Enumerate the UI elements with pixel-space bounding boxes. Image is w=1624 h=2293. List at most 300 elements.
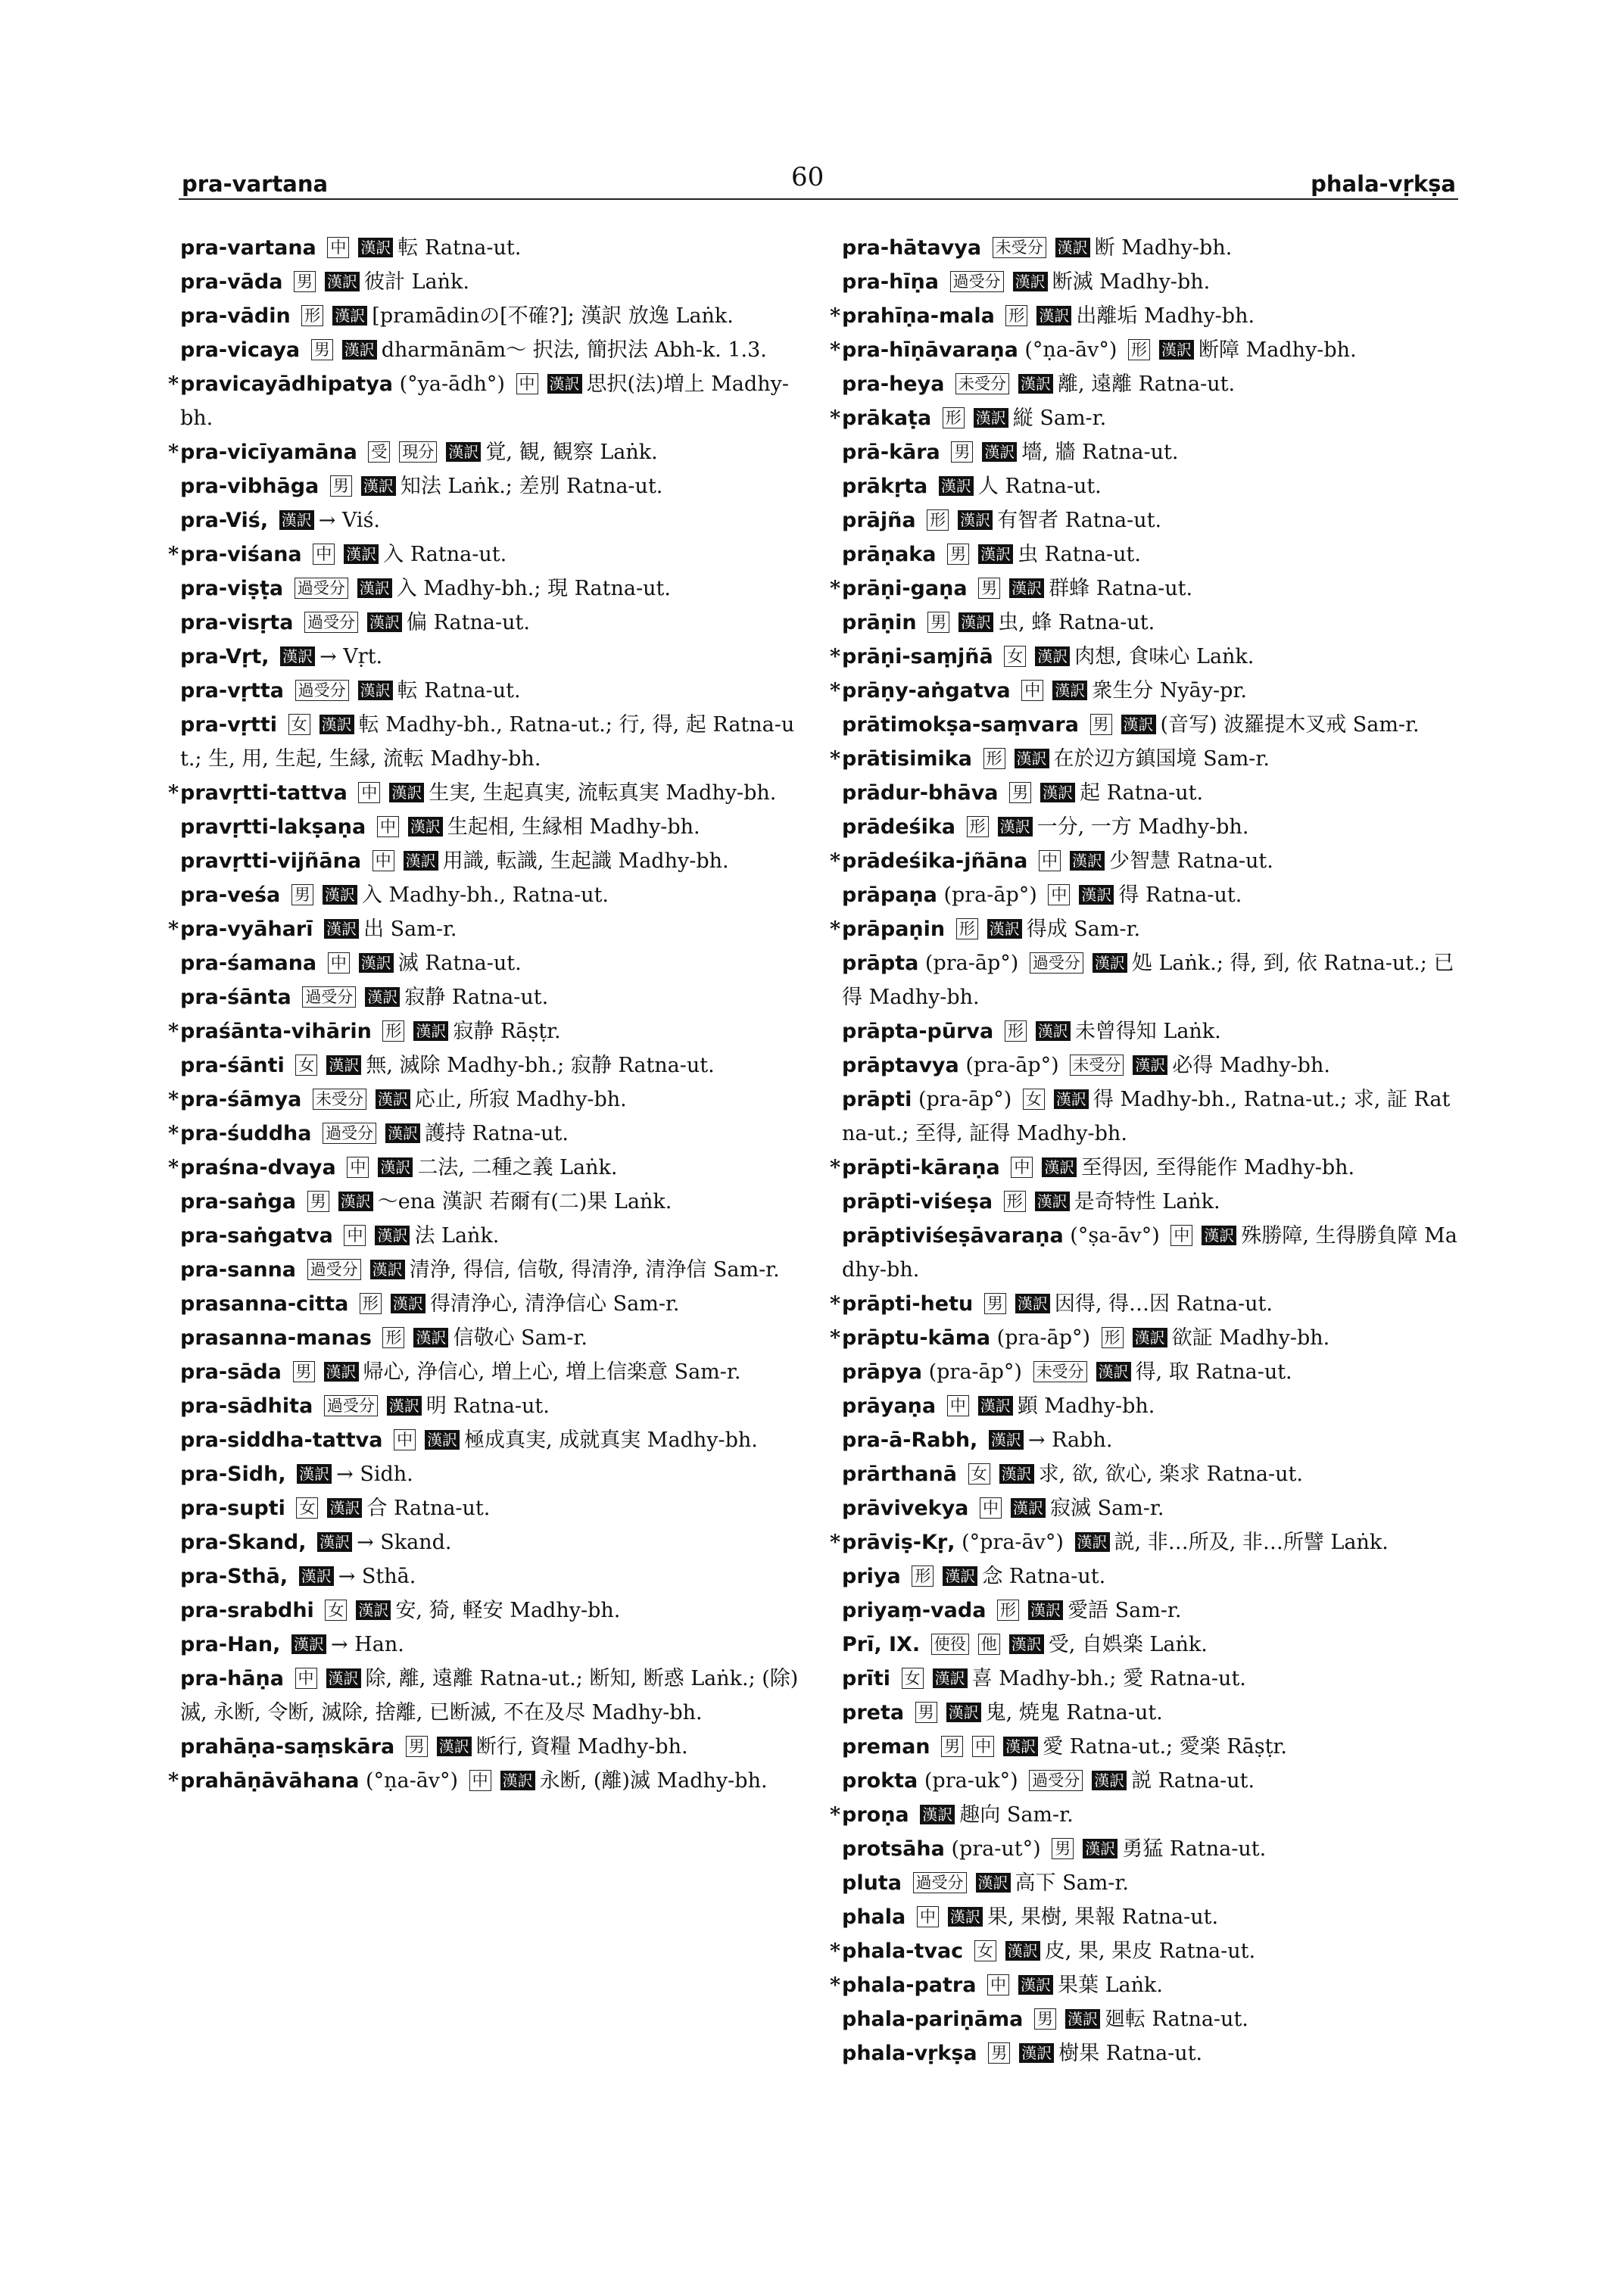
entry-body: 得清浄心, 清浄信心 Sam-r.: [429, 1292, 680, 1316]
entry-body: 愛 Ratna-ut.; 愛楽 Rāṣṭr.: [1043, 1735, 1287, 1759]
translation-tag: 漢訳: [324, 1362, 359, 1382]
headword: prāpti: [842, 1088, 912, 1111]
stem-note: (°pra-āv°): [962, 1531, 1064, 1554]
dictionary-entry: [830, 333, 1463, 367]
entry-body: 果葉 Laṅk.: [1058, 1974, 1163, 1997]
dictionary-entry: [168, 1083, 801, 1117]
grammar-label: 男: [1090, 714, 1112, 735]
headword: prāpaṇa: [842, 883, 937, 907]
headword: pra-vāda: [180, 270, 283, 294]
headword: prasanna-citta: [180, 1292, 349, 1316]
headword: prāpta: [842, 952, 919, 975]
grammar-label: 形: [983, 748, 1005, 769]
dictionary-entry: [842, 367, 1463, 401]
entry-body: 生実, 生起真実, 流転真実 Madhy-bh.: [429, 781, 777, 805]
entry-body: 廻転 Ratna-ut.: [1104, 2008, 1248, 2031]
headword: prādur-bhāva: [842, 781, 999, 805]
grammar-label: 未受分: [1070, 1055, 1124, 1076]
grammar-label: 未受分: [993, 237, 1046, 258]
translation-tag: 漢訳: [391, 1294, 425, 1313]
entry-body: 転 Ratna-ut.: [397, 679, 521, 703]
stem-note: (pra-āp°): [996, 1326, 1091, 1350]
headword: pra-vicīyamāna: [180, 441, 357, 464]
headword: prāyaṇa: [842, 1394, 937, 1418]
headword: phala-vṛkṣa: [842, 2042, 977, 2065]
entry-body: 滅 Ratna-ut.: [397, 952, 522, 975]
grammar-label: 形: [967, 816, 989, 837]
new-entry-marker: *: [168, 781, 179, 805]
entry-body: 入 Madhy-bh., Ratna-ut.: [361, 883, 609, 907]
translation-tag: 漢訳: [320, 715, 354, 734]
stem-note: (°ṣa-āv°): [1070, 1224, 1160, 1248]
translation-tag: 漢訳: [1133, 1328, 1167, 1347]
translation-tag: 漢訳: [998, 817, 1033, 837]
entry-body: 縦 Sam-r.: [1012, 407, 1107, 430]
headword: pra-vyāharī: [180, 918, 313, 941]
entry-body: (音写) 波羅提木叉戒 Sam-r.: [1160, 713, 1420, 737]
dictionary-entry: [180, 1219, 801, 1253]
headword: phala-pariṇāma: [842, 2008, 1024, 2031]
dictionary-entry: [180, 844, 801, 878]
grammar-label: 中: [295, 1668, 317, 1689]
translation-tag: 漢訳: [1036, 1021, 1071, 1041]
entry-body: 入 Ratna-ut.: [383, 543, 507, 566]
dictionary-entry: [830, 299, 1463, 333]
dictionary-entry: [842, 1185, 1463, 1219]
dictionary-entry: [842, 469, 1463, 503]
dictionary-entry: [180, 1321, 801, 1355]
grammar-label: 形: [382, 1020, 404, 1042]
translation-tag: 漢訳: [1015, 1294, 1050, 1313]
dictionary-entry: [842, 1832, 1463, 1866]
headword: pra-sāda: [180, 1360, 282, 1384]
dictionary-entry: [180, 878, 801, 912]
grammar-label: 男: [311, 339, 333, 360]
running-head-left: pra-vartana: [182, 171, 329, 197]
new-entry-marker: *: [830, 1939, 841, 1963]
entry-body: 至得因, 至得能作 Madhy-bh.: [1081, 1156, 1355, 1179]
entry-body: 極成真実, 成就真実 Madhy-bh.: [464, 1428, 758, 1452]
entry-body: 応止, 所寂 Madhy-bh.: [414, 1088, 627, 1111]
translation-tag: 漢訳: [1018, 374, 1053, 394]
entry-body: 鬼, 焼鬼 Ratna-ut.: [985, 1701, 1163, 1724]
dictionary-entry: [842, 231, 1463, 265]
grammar-label: 形: [1102, 1327, 1124, 1348]
translation-tag: 漢訳: [1083, 1839, 1117, 1858]
grammar-label: 男: [291, 884, 313, 905]
entry-body: 是奇特性 Laṅk.: [1074, 1190, 1220, 1213]
dictionary-entry: [830, 401, 1463, 435]
entry-body: 得 Madhy-bh., Ratna-ut.; 求, 証 Ratna-ut.; 至得, 証得 Madhy-bh.: [842, 1088, 1451, 1145]
headword: phala: [842, 1905, 906, 1929]
headword: prāpta-pūrva: [842, 1020, 994, 1043]
entry-body: 起 Ratna-ut.: [1080, 781, 1204, 805]
dictionary-entry: [842, 1389, 1463, 1423]
dictionary-entry: [830, 674, 1463, 708]
translation-tag: 漢訳: [359, 953, 394, 973]
grammar-label: 女: [325, 1600, 347, 1621]
grammar-label: 形: [1005, 1020, 1027, 1042]
grammar-label: 過受分: [307, 1259, 361, 1280]
dictionary-entry: [842, 1355, 1463, 1389]
entry-body: 虫 Ratna-ut.: [1018, 543, 1141, 566]
entry-body: 転 Madhy-bh., Ratna-ut.; 行, 得, 起 Ratna-ut.; 生, 用, 生起, 生縁, 流転 Madhy-bh.: [180, 713, 795, 771]
header-rule: [179, 198, 1458, 200]
headword: preman: [842, 1735, 930, 1759]
translation-tag: 漢訳: [946, 1703, 981, 1722]
dictionary-entry: [830, 844, 1463, 878]
headword: pravṛtti-tattva: [180, 781, 348, 805]
translation-tag: 漢訳: [1042, 1157, 1077, 1177]
headword: pra-heya: [842, 372, 945, 396]
entry-body: 趣向 Sam-r.: [959, 1803, 1074, 1827]
headword: pra-viṣṭa: [180, 577, 284, 600]
translation-tag: 漢訳: [325, 272, 360, 291]
dictionary-entry: [842, 503, 1463, 537]
dictionary-entry: [842, 810, 1463, 844]
translation-tag: 漢訳: [976, 1873, 1011, 1893]
dictionary-entry: [168, 1014, 801, 1048]
dictionary-entry: [842, 1764, 1463, 1798]
translation-tag: 漢訳: [367, 612, 402, 632]
dictionary-entry: [842, 1730, 1463, 1764]
translation-tag: 漢訳: [959, 612, 993, 632]
headword: prātisimika: [842, 747, 972, 771]
entry-body: 墻, 牆 Ratna-ut.: [1021, 441, 1179, 464]
translation-tag: 漢訳: [324, 919, 359, 939]
translation-tag: 漢訳: [326, 1668, 361, 1688]
headword: pra-hīṇa: [842, 270, 939, 294]
entry-body: 断滅 Madhy-bh.: [1052, 270, 1211, 294]
dictionary-entry: [842, 1696, 1463, 1730]
translation-tag: 漢訳: [370, 1260, 405, 1279]
translation-tag: 漢訳: [1018, 1975, 1053, 1995]
stem-note: (°ya-ādh°): [399, 372, 505, 396]
dictionary-entry: [180, 1662, 801, 1730]
entry-body: ～ena 漢訳 若爾有(二)果 Laṅk.: [377, 1190, 672, 1213]
grammar-label: 女: [295, 1055, 317, 1076]
translation-tag: 漢訳: [1093, 953, 1127, 973]
dictionary-entry: [180, 946, 801, 980]
grammar-label: 中: [980, 1497, 1002, 1519]
entry-body: 入 Madhy-bh.; 現 Ratna-ut.: [396, 577, 671, 600]
dictionary-entry: [180, 265, 801, 299]
grammar-label: 過受分: [302, 986, 356, 1008]
dictionary-entry: [180, 1491, 801, 1525]
translation-tag: 漢訳: [365, 987, 400, 1007]
new-entry-marker: *: [830, 1974, 841, 1997]
entry-body: → Viś.: [318, 509, 381, 532]
translation-tag: 漢訳: [1013, 272, 1048, 291]
new-entry-marker: *: [830, 577, 841, 600]
translation-tag: 漢訳: [933, 1668, 968, 1688]
translation-tag: 漢訳: [982, 442, 1017, 462]
headword: pra-vṛtta: [180, 679, 285, 703]
entry-body: 人 Ratna-ut.: [977, 475, 1102, 498]
grammar-label: 未受分: [955, 373, 1009, 394]
translation-tag: 漢訳: [389, 783, 424, 802]
headword: pra-sādhita: [180, 1394, 313, 1418]
headword: pra-hāṇa: [180, 1667, 284, 1690]
translation-tag: 漢訳: [291, 1634, 326, 1654]
translation-tag: 漢訳: [999, 1464, 1034, 1484]
entry-body: → Rabh.: [1027, 1428, 1113, 1452]
headword: prāptu-kāma: [842, 1326, 991, 1350]
translation-tag: 漢訳: [404, 851, 438, 871]
entry-body: 彼計 Laṅk.: [364, 270, 469, 294]
grammar-label: 中: [327, 237, 349, 258]
grammar-label: 過受分: [304, 612, 358, 633]
dictionary-entry: [842, 1457, 1463, 1491]
grammar-label: 男: [927, 612, 949, 633]
entry-body: 高下 Sam-r.: [1015, 1871, 1129, 1895]
entry-body: 愛語 Sam-r.: [1068, 1599, 1182, 1622]
grammar-label: 男: [984, 1293, 1006, 1314]
new-entry-marker: *: [830, 1326, 841, 1350]
translation-tag: 漢訳: [332, 306, 367, 326]
grammar-label: 中: [469, 1770, 491, 1791]
headword: protsāha: [842, 1837, 945, 1861]
translation-tag: 漢訳: [358, 681, 393, 700]
translation-tag: 漢訳: [1054, 1089, 1089, 1109]
translation-tag: 漢訳: [299, 1566, 334, 1586]
new-entry-marker: *: [168, 543, 179, 566]
grammar-label: 男: [941, 1736, 963, 1757]
translation-tag: 漢訳: [978, 1396, 1013, 1416]
headword: pra-supti: [180, 1497, 285, 1520]
grammar-label: 形: [927, 509, 949, 531]
dictionary-entry: [180, 674, 801, 708]
grammar-label: 過受分: [913, 1872, 967, 1893]
grammar-label: 受: [368, 441, 390, 463]
translation-tag: 漢訳: [1079, 885, 1114, 905]
stem-note: (°ṇa-āv°): [366, 1769, 459, 1793]
headword: prahāṇa-saṃskāra: [180, 1735, 395, 1759]
translation-tag: 漢訳: [987, 919, 1022, 939]
dictionary-entry: [842, 1219, 1463, 1287]
new-entry-marker: *: [830, 407, 841, 430]
dictionary-entry: [830, 1525, 1463, 1559]
headword: pravicayādhipatya: [180, 372, 394, 396]
headword: prāpti-kāraṇa: [842, 1156, 1000, 1179]
headword: prātimokṣa-saṃvara: [842, 713, 1079, 737]
dictionary-entry: [842, 1083, 1463, 1151]
translation-tag: 漢訳: [317, 1532, 352, 1552]
headword: prākṛta: [842, 475, 928, 498]
entry-body: 断障 Madhy-bh.: [1199, 338, 1357, 362]
grammar-label: 男: [988, 2042, 1010, 2064]
new-entry-marker: *: [830, 747, 841, 771]
grammar-label: 過受分: [1030, 952, 1083, 974]
entry-body: 法 Laṅk.: [414, 1224, 500, 1248]
translation-tag: 漢訳: [327, 1498, 362, 1518]
translation-tag: 漢訳: [958, 510, 993, 530]
headword: prākaṭa: [842, 407, 932, 430]
grammar-label: 男: [978, 578, 1000, 599]
dictionary-entry: [168, 1764, 801, 1798]
dictionary-entry: [830, 572, 1463, 606]
entry-body: 虫, 蜂 Ratna-ut.: [998, 611, 1155, 634]
headword: pra-Vṛt,: [180, 645, 270, 668]
entry-body: → Sthā.: [338, 1565, 416, 1588]
stem-note: (pra-āp°): [928, 1360, 1022, 1384]
dictionary-entry: [180, 606, 801, 640]
entry-body: 二法, 二種之義 Laṅk.: [417, 1156, 618, 1179]
dictionary-entry: [842, 878, 1463, 912]
grammar-label: 中: [372, 850, 394, 871]
grammar-label: 形: [1128, 339, 1150, 360]
grammar-label: 中: [1170, 1225, 1192, 1246]
grammar-label: 男: [915, 1702, 937, 1723]
headword: prāṇin: [842, 611, 917, 634]
grammar-label: 他: [978, 1634, 1000, 1655]
entry-body: 出 Sam-r.: [363, 918, 457, 941]
grammar-label: 中: [1011, 1157, 1033, 1178]
new-entry-marker: *: [830, 338, 841, 362]
translation-tag: 漢訳: [1003, 1737, 1038, 1756]
grammar-label: 男: [293, 1361, 315, 1382]
stem-note: (pra-ut°): [951, 1837, 1041, 1861]
dictionary-entry: [842, 1594, 1463, 1628]
dictionary-entry: [830, 1321, 1463, 1355]
grammar-label: 女: [974, 1940, 996, 1961]
dictionary-entry: [842, 1628, 1463, 1662]
entry-body: 得 Ratna-ut.: [1118, 883, 1242, 907]
new-entry-marker: *: [168, 918, 179, 941]
translation-tag: 漢訳: [547, 374, 582, 394]
translation-tag: 漢訳: [1096, 1362, 1131, 1382]
dictionary-entry: [180, 1628, 801, 1662]
headword: prāviṣ-Kṛ,: [842, 1531, 955, 1554]
headword: prāpti-hetu: [842, 1292, 974, 1316]
headword: prāptiviśeṣāvaraṇa: [842, 1224, 1064, 1248]
headword: pra-Viś,: [180, 509, 269, 532]
entry-body: 勇猛 Ratna-ut.: [1122, 1837, 1267, 1861]
translation-tag: 漢訳: [326, 1055, 361, 1075]
entry-body: 帰心, 浄信心, 増上心, 増上信楽意 Sam-r.: [363, 1360, 741, 1384]
dictionary-entry: [842, 1866, 1463, 1900]
dictionary-entry: [830, 1151, 1463, 1185]
translation-tag: 漢訳: [1009, 1634, 1044, 1654]
dictionary-entry: [842, 1048, 1463, 1083]
translation-tag: 漢訳: [280, 646, 315, 666]
new-entry-marker: *: [168, 1122, 179, 1145]
dictionary-entry: [842, 946, 1463, 1014]
dictionary-entry: [842, 537, 1463, 572]
grammar-label: 中: [987, 1974, 1009, 1995]
grammar-label: 過受分: [295, 578, 348, 599]
grammar-label: 男: [406, 1736, 428, 1757]
new-entry-marker: *: [168, 1156, 179, 1179]
entry-body: 離, 遠離 Ratna-ut.: [1058, 372, 1236, 396]
headword: preta: [842, 1701, 905, 1724]
translation-tag: 漢訳: [1121, 715, 1156, 734]
translation-tag: 漢訳: [297, 1464, 332, 1484]
grammar-label: 形: [360, 1293, 382, 1314]
entry-body: 知法 Laṅk.; 差別 Ratna-ut.: [400, 475, 663, 498]
translation-tag: 漢訳: [1092, 1771, 1127, 1790]
grammar-label: 過受分: [1029, 1770, 1083, 1791]
new-entry-marker: *: [830, 645, 841, 668]
grammar-label: 中: [358, 782, 380, 803]
grammar-label: 中: [313, 544, 335, 565]
grammar-label: 女: [288, 714, 310, 735]
entry-body: 群蜂 Ratna-ut.: [1049, 577, 1193, 600]
dictionary-entry: [830, 1968, 1463, 2002]
headword: prāṇy-aṅgatva: [842, 679, 1011, 703]
dictionary-entry: [180, 231, 801, 265]
translation-tag: 漢訳: [1202, 1226, 1236, 1245]
grammar-label: 女: [1004, 646, 1026, 667]
translation-tag: 漢訳: [408, 817, 443, 837]
grammar-label: 男: [1052, 1838, 1074, 1859]
entry-body: 得成 Sam-r.: [1026, 918, 1141, 941]
entry-body: 転 Ratna-ut.: [397, 236, 522, 260]
grammar-label: 形: [1004, 1191, 1026, 1212]
headword: pra-Han,: [180, 1633, 281, 1656]
dictionary-entry: [842, 2002, 1463, 2036]
dictionary-entry: [842, 606, 1463, 640]
entry-body: → Vṛt.: [320, 645, 383, 668]
grammar-label: 男: [951, 441, 973, 463]
headword: pra-vibhāga: [180, 475, 320, 498]
entry-body: 断行, 資糧 Madhy-bh.: [475, 1735, 688, 1759]
headword: pra-vādin: [180, 304, 291, 328]
entry-body: 喜 Madhy-bh.; 愛 Ratna-ut.: [971, 1667, 1246, 1690]
entry-body: 寂滅 Sam-r.: [1050, 1497, 1164, 1520]
translation-tag: 漢訳: [1035, 1192, 1070, 1211]
stem-note: (pra-āp°): [924, 952, 1019, 975]
translation-tag: 漢訳: [1159, 340, 1194, 360]
headword: prāpaṇin: [842, 918, 946, 941]
translation-tag: 漢訳: [989, 1430, 1024, 1450]
headword: pra-ā-Rabh,: [842, 1428, 978, 1452]
headword: pra-sanna: [180, 1258, 297, 1282]
dictionary-entry: [168, 435, 801, 469]
dictionary-entry: [180, 1389, 801, 1423]
translation-tag: 漢訳: [425, 1430, 460, 1450]
entry-body: 必得 Madhy-bh.: [1172, 1054, 1330, 1077]
entry-body: 肉想, 食味心 Laṅk.: [1074, 645, 1255, 668]
new-entry-marker: *: [830, 679, 841, 703]
headword: pra-śānta: [180, 986, 291, 1009]
headword: prārthanā: [842, 1463, 957, 1486]
grammar-label: 形: [956, 918, 978, 939]
grammar-label: 形: [301, 305, 323, 326]
headword: pra-srabdhi: [180, 1599, 314, 1622]
dictionary-entry: [180, 1355, 801, 1389]
translation-tag: 漢訳: [1019, 2043, 1054, 2063]
translation-tag: 漢訳: [1005, 1941, 1040, 1961]
new-entry-marker: *: [830, 1531, 841, 1554]
translation-tag: 漢訳: [943, 1566, 977, 1586]
translation-tag: 漢訳: [385, 1123, 420, 1143]
dictionary-entry: [168, 367, 801, 435]
entry-body: 除, 離, 遠離 Ratna-ut.; 断知, 断惑 Laṅk.; (除)滅, 永断, 令断, 滅除, 捨離, 已断滅, 不在及尽 Madhy-bh.: [180, 1667, 799, 1724]
dictionary-entry: [180, 299, 801, 333]
dictionary-entry: [842, 776, 1463, 810]
dictionary-entry: [180, 1525, 801, 1559]
grammar-label: 使役: [931, 1634, 969, 1655]
dictionary-entry: [842, 1423, 1463, 1457]
translation-tag: 漢訳: [1065, 2009, 1100, 2029]
grammar-label: 男: [947, 544, 969, 565]
grammar-label: 中: [917, 1906, 939, 1927]
headword: pra-saṅgatva: [180, 1224, 333, 1248]
translation-tag: 漢訳: [357, 578, 392, 598]
translation-tag: 漢訳: [1028, 1600, 1063, 1620]
headword: prāptavya: [842, 1054, 959, 1077]
